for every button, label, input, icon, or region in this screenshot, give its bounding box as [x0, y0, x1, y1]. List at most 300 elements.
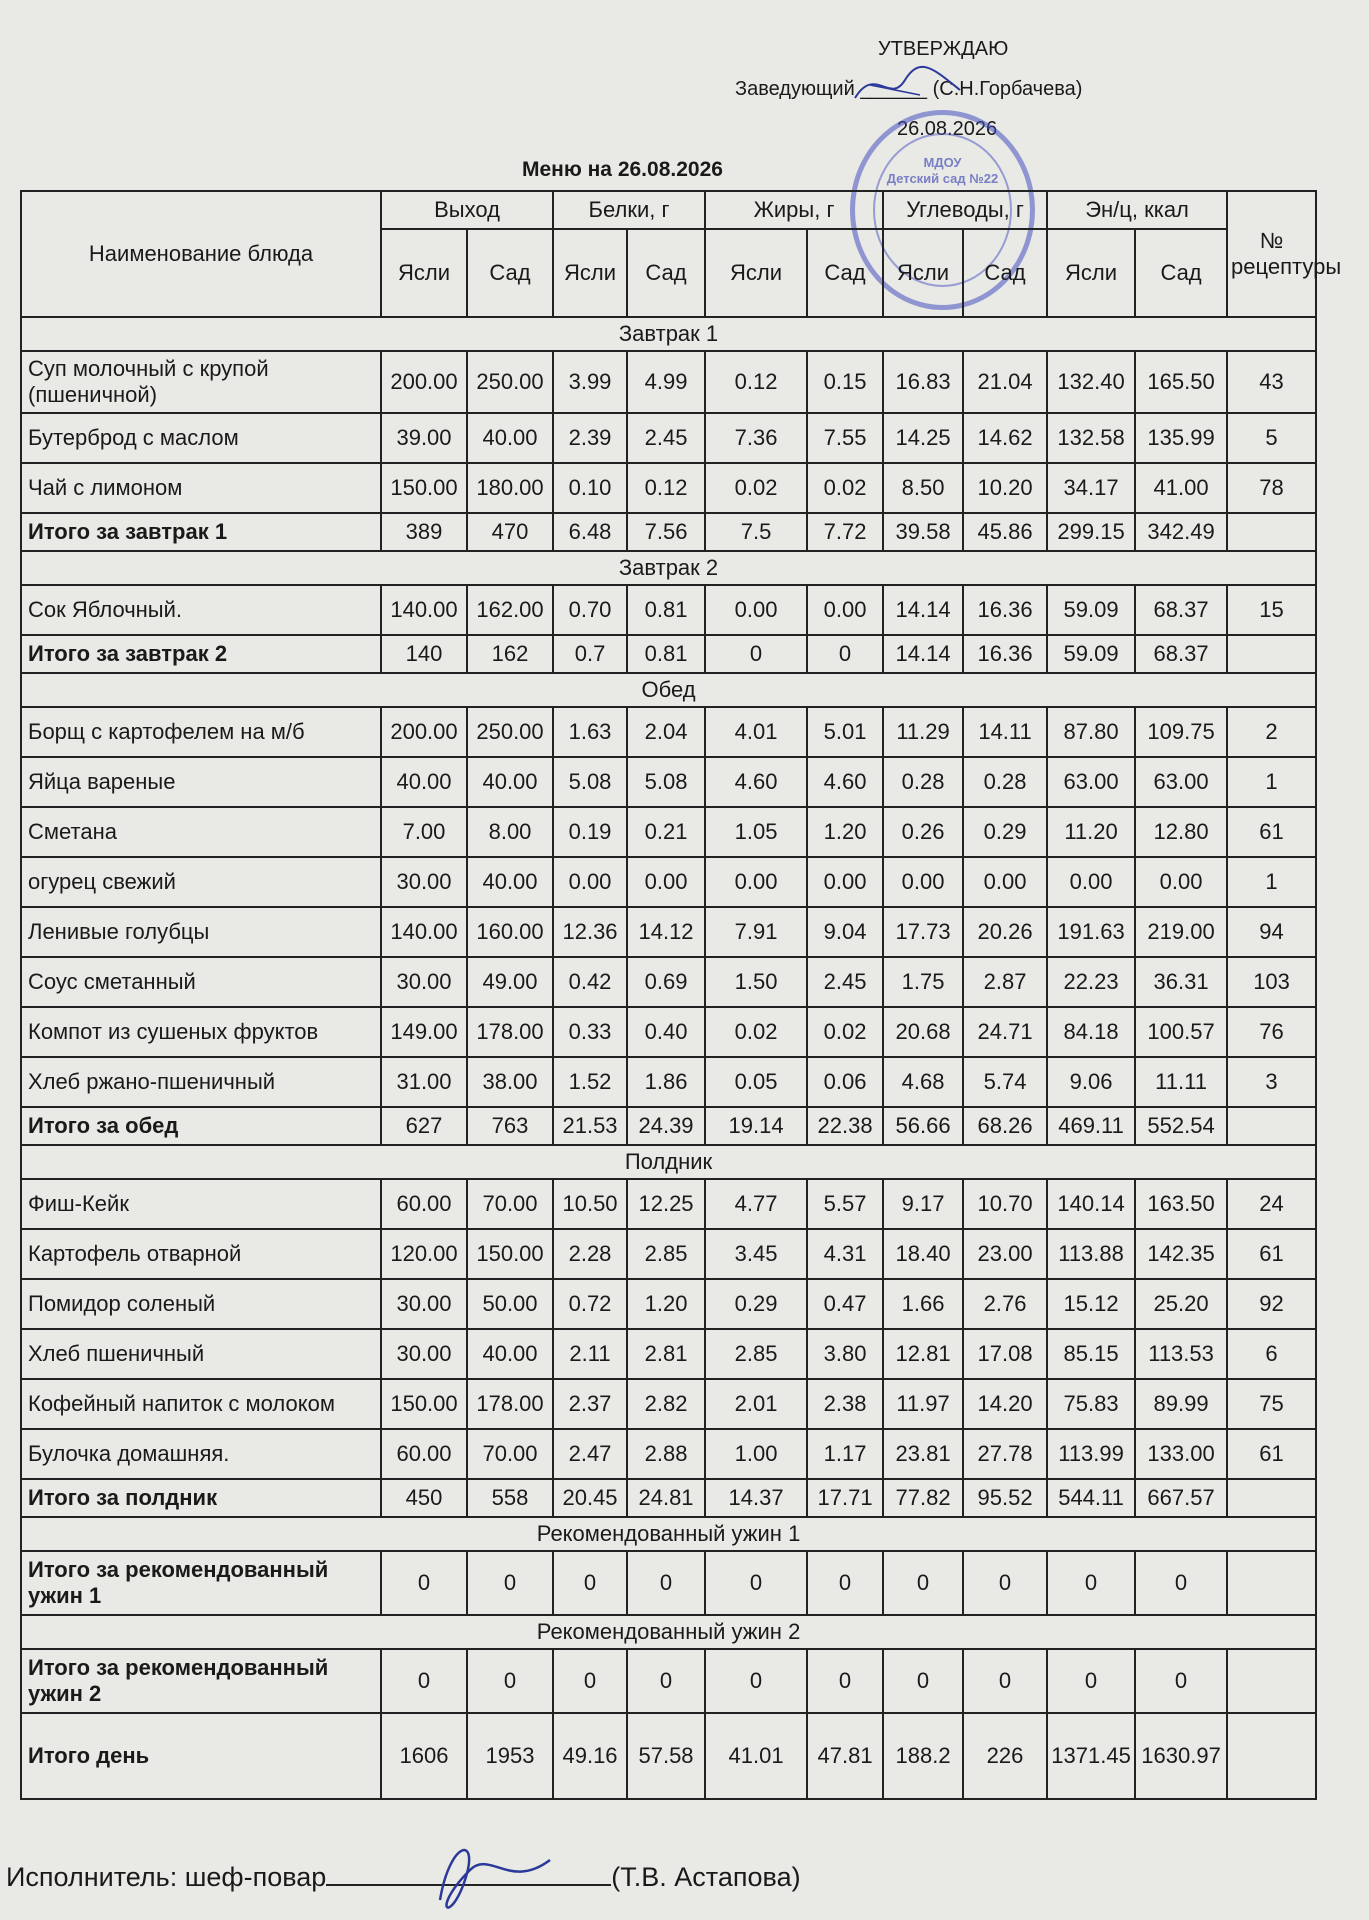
value-cell: 0.29: [705, 1279, 807, 1329]
value-cell: 0.21: [627, 807, 705, 857]
dish-row: [21, 707, 1316, 757]
value-cell: 2.45: [807, 957, 883, 1007]
recipe-number: 94: [1227, 907, 1316, 957]
value-cell: 17.73: [883, 907, 963, 957]
value-cell: 14.11: [963, 707, 1047, 757]
value-cell: 140: [381, 635, 467, 673]
approval-head-line: Заведующий ______ (С.Н.Горбачева): [735, 78, 1083, 100]
value-cell: 0.00: [883, 857, 963, 907]
dish-row: [21, 1329, 1316, 1379]
header-energy: Эн/ц, ккал: [1047, 191, 1227, 229]
value-cell: 10.70: [963, 1179, 1047, 1229]
header-nursery: Ясли: [1047, 229, 1135, 317]
dish-row: [21, 1279, 1316, 1329]
value-cell: 87.80: [1047, 707, 1135, 757]
value-cell: 20.26: [963, 907, 1047, 957]
value-cell: 14.12: [627, 907, 705, 957]
value-cell: 0.10: [553, 463, 627, 513]
value-cell: 2.85: [705, 1329, 807, 1379]
value-cell: 5.08: [627, 757, 705, 807]
value-cell: 4.77: [705, 1179, 807, 1229]
value-cell: 133.00: [1135, 1429, 1227, 1479]
recipe-number: [1227, 1551, 1316, 1615]
section-row: [21, 1517, 1316, 1551]
recipe-number: 2: [1227, 707, 1316, 757]
total-row: [21, 1551, 1316, 1615]
value-cell: 299.15: [1047, 513, 1135, 551]
value-cell: 25.20: [1135, 1279, 1227, 1329]
value-cell: 389: [381, 513, 467, 551]
value-cell: 4.99: [627, 351, 705, 413]
dish-row: [21, 857, 1316, 907]
value-cell: 12.36: [553, 907, 627, 957]
value-cell: 14.37: [705, 1479, 807, 1517]
value-cell: 21.04: [963, 351, 1047, 413]
dish-name: Ленивые голубцы: [21, 907, 381, 957]
recipe-number: [1227, 513, 1316, 551]
value-cell: 219.00: [1135, 907, 1227, 957]
approval-date: 26.08.2026: [897, 118, 998, 140]
recipe-number: 92: [1227, 1279, 1316, 1329]
dish-row: [21, 1057, 1316, 1107]
value-cell: 558: [467, 1479, 553, 1517]
total-row: [21, 1713, 1316, 1799]
value-cell: 2.39: [553, 413, 627, 463]
dish-name: Бутерброд с маслом: [21, 413, 381, 463]
value-cell: 0.81: [627, 635, 705, 673]
dish-name: Суп молочный с крупой (пшеничной): [21, 351, 381, 413]
value-cell: 56.66: [883, 1107, 963, 1145]
value-cell: 0: [553, 1551, 627, 1615]
value-cell: 0: [1047, 1649, 1135, 1713]
value-cell: 0.00: [705, 857, 807, 907]
value-cell: 19.14: [705, 1107, 807, 1145]
value-cell: 0: [807, 1649, 883, 1713]
value-cell: 0.28: [883, 757, 963, 807]
value-cell: 0: [705, 1649, 807, 1713]
header-nursery: Ясли: [381, 229, 467, 317]
value-cell: 1.20: [807, 807, 883, 857]
value-cell: 4.01: [705, 707, 807, 757]
value-cell: 75.83: [1047, 1379, 1135, 1429]
value-cell: 2.04: [627, 707, 705, 757]
total-row: [21, 1107, 1316, 1145]
recipe-number: 61: [1227, 1429, 1316, 1479]
value-cell: 132.40: [1047, 351, 1135, 413]
header-garden: Сад: [807, 229, 883, 317]
value-cell: 40.00: [467, 413, 553, 463]
dish-row: [21, 585, 1316, 635]
value-cell: 60.00: [381, 1179, 467, 1229]
value-cell: 60.00: [381, 1429, 467, 1479]
value-cell: 5.74: [963, 1057, 1047, 1107]
value-cell: 36.31: [1135, 957, 1227, 1007]
dish-row: [21, 351, 1316, 413]
value-cell: 0: [1135, 1649, 1227, 1713]
value-cell: 0.47: [807, 1279, 883, 1329]
value-cell: 84.18: [1047, 1007, 1135, 1057]
value-cell: 41.01: [705, 1713, 807, 1799]
value-cell: 3.99: [553, 351, 627, 413]
value-cell: 20.45: [553, 1479, 627, 1517]
value-cell: 0.42: [553, 957, 627, 1007]
recipe-number: 76: [1227, 1007, 1316, 1057]
value-cell: 1630.97: [1135, 1713, 1227, 1799]
header-garden: Сад: [1135, 229, 1227, 317]
value-cell: 16.83: [883, 351, 963, 413]
value-cell: 1.50: [705, 957, 807, 1007]
dish-name: огурец свежий: [21, 857, 381, 907]
value-cell: 200.00: [381, 707, 467, 757]
value-cell: 0: [963, 1551, 1047, 1615]
value-cell: 0.69: [627, 957, 705, 1007]
total-label: Итого за рекомендованный ужин 1: [21, 1551, 381, 1615]
value-cell: 20.68: [883, 1007, 963, 1057]
value-cell: 4.31: [807, 1229, 883, 1279]
value-cell: 163.50: [1135, 1179, 1227, 1229]
value-cell: 8.50: [883, 463, 963, 513]
value-cell: 165.50: [1135, 351, 1227, 413]
value-cell: 0.00: [553, 857, 627, 907]
section-row: [21, 1145, 1316, 1179]
value-cell: 17.08: [963, 1329, 1047, 1379]
recipe-number: 6: [1227, 1329, 1316, 1379]
dish-name: Соус сметанный: [21, 957, 381, 1007]
recipe-number: 61: [1227, 807, 1316, 857]
section-row: [21, 1615, 1316, 1649]
value-cell: 0: [963, 1649, 1047, 1713]
dish-row: [21, 757, 1316, 807]
stamp-name: Детский сад №22: [886, 171, 999, 186]
value-cell: 1.00: [705, 1429, 807, 1479]
value-cell: 21.53: [553, 1107, 627, 1145]
section-row: [21, 551, 1316, 585]
value-cell: 140.00: [381, 907, 467, 957]
value-cell: 89.99: [1135, 1379, 1227, 1429]
value-cell: 120.00: [381, 1229, 467, 1279]
value-cell: 180.00: [467, 463, 553, 513]
value-cell: 24.81: [627, 1479, 705, 1517]
total-row: [21, 1479, 1316, 1517]
dish-row: [21, 1379, 1316, 1429]
value-cell: 191.63: [1047, 907, 1135, 957]
value-cell: 30.00: [381, 1329, 467, 1379]
value-cell: 132.58: [1047, 413, 1135, 463]
value-cell: 4.68: [883, 1057, 963, 1107]
recipe-number: 78: [1227, 463, 1316, 513]
recipe-number: 5: [1227, 413, 1316, 463]
value-cell: 0.00: [1135, 857, 1227, 907]
value-cell: 0.40: [627, 1007, 705, 1057]
value-cell: 63.00: [1047, 757, 1135, 807]
recipe-number: 43: [1227, 351, 1316, 413]
value-cell: 7.55: [807, 413, 883, 463]
menu-body: [21, 317, 1316, 1799]
value-cell: 0: [1047, 1551, 1135, 1615]
value-cell: 0: [883, 1649, 963, 1713]
section-title: Обед: [21, 673, 1316, 707]
value-cell: 9.06: [1047, 1057, 1135, 1107]
value-cell: 0.00: [627, 857, 705, 907]
value-cell: 113.99: [1047, 1429, 1135, 1479]
dish-row: [21, 463, 1316, 513]
value-cell: 63.00: [1135, 757, 1227, 807]
total-row: [21, 513, 1316, 551]
value-cell: 0.28: [963, 757, 1047, 807]
total-row: [21, 635, 1316, 673]
value-cell: 0.81: [627, 585, 705, 635]
recipe-number: [1227, 1107, 1316, 1145]
value-cell: 0.29: [963, 807, 1047, 857]
value-cell: 1371.45: [1047, 1713, 1135, 1799]
value-cell: 0.02: [807, 1007, 883, 1057]
value-cell: 12.25: [627, 1179, 705, 1229]
value-cell: 40.00: [467, 757, 553, 807]
dish-name: Сметана: [21, 807, 381, 857]
value-cell: 68.37: [1135, 635, 1227, 673]
value-cell: 22.38: [807, 1107, 883, 1145]
value-cell: 2.88: [627, 1429, 705, 1479]
value-cell: 9.04: [807, 907, 883, 957]
recipe-number: [1227, 1479, 1316, 1517]
value-cell: 3.80: [807, 1329, 883, 1379]
total-label: Итого за полдник: [21, 1479, 381, 1517]
recipe-number: 15: [1227, 585, 1316, 635]
dish-row: [21, 1429, 1316, 1479]
section-row: [21, 673, 1316, 707]
cook-signature: [410, 1830, 560, 1915]
dish-name: Картофель отварной: [21, 1229, 381, 1279]
value-cell: 11.29: [883, 707, 963, 757]
value-cell: 0.06: [807, 1057, 883, 1107]
value-cell: 70.00: [467, 1429, 553, 1479]
value-cell: 2.81: [627, 1329, 705, 1379]
value-cell: 9.17: [883, 1179, 963, 1229]
value-cell: 27.78: [963, 1429, 1047, 1479]
dish-name: Сок Яблочный.: [21, 585, 381, 635]
value-cell: 0: [381, 1649, 467, 1713]
value-cell: 552.54: [1135, 1107, 1227, 1145]
value-cell: 140.00: [381, 585, 467, 635]
header-output: Выход: [381, 191, 553, 229]
value-cell: 23.81: [883, 1429, 963, 1479]
dish-name: Фиш-Кейк: [21, 1179, 381, 1229]
recipe-number: [1227, 635, 1316, 673]
total-label: Итого за завтрак 2: [21, 635, 381, 673]
value-cell: 14.14: [883, 635, 963, 673]
dish-name: Кофейный напиток с молоком: [21, 1379, 381, 1429]
dish-row: [21, 907, 1316, 957]
value-cell: 0.72: [553, 1279, 627, 1329]
value-cell: 10.50: [553, 1179, 627, 1229]
value-cell: 4.60: [807, 757, 883, 807]
value-cell: 1606: [381, 1713, 467, 1799]
value-cell: 70.00: [467, 1179, 553, 1229]
section-title: Рекомендованный ужин 1: [21, 1517, 1316, 1551]
value-cell: 1.52: [553, 1057, 627, 1107]
value-cell: 627: [381, 1107, 467, 1145]
total-label: Итого за обед: [21, 1107, 381, 1145]
value-cell: 40.00: [381, 757, 467, 807]
approval-title: УТВЕРЖДАЮ: [878, 38, 1009, 60]
value-cell: 226: [963, 1713, 1047, 1799]
section-title: Завтрак 1: [21, 317, 1316, 351]
value-cell: 109.75: [1135, 707, 1227, 757]
footer-prefix: Исполнитель: шеф-повар: [6, 1862, 327, 1892]
header-nursery: Ясли: [705, 229, 807, 317]
recipe-number: 103: [1227, 957, 1316, 1007]
value-cell: 0.70: [553, 585, 627, 635]
total-label: Итого за рекомендованный ужин 2: [21, 1649, 381, 1713]
header-protein: Белки, г: [553, 191, 705, 229]
value-cell: 150.00: [381, 1379, 467, 1429]
value-cell: 113.53: [1135, 1329, 1227, 1379]
footer: [6, 1862, 801, 1893]
value-cell: 14.62: [963, 413, 1047, 463]
value-cell: 30.00: [381, 857, 467, 907]
value-cell: 23.00: [963, 1229, 1047, 1279]
header-garden: Сад: [467, 229, 553, 317]
dish-row: [21, 807, 1316, 857]
value-cell: 50.00: [467, 1279, 553, 1329]
value-cell: 149.00: [381, 1007, 467, 1057]
value-cell: 1.05: [705, 807, 807, 857]
value-cell: 2.45: [627, 413, 705, 463]
value-cell: 2.47: [553, 1429, 627, 1479]
value-cell: 113.88: [1047, 1229, 1135, 1279]
value-cell: 0.7: [553, 635, 627, 673]
head-signature: [850, 60, 970, 110]
value-cell: 11.11: [1135, 1057, 1227, 1107]
section-row: [21, 317, 1316, 351]
value-cell: 59.09: [1047, 585, 1135, 635]
value-cell: 0: [467, 1551, 553, 1615]
header-fat: Жиры, г: [705, 191, 883, 229]
value-cell: 0.02: [705, 463, 807, 513]
value-cell: 0: [705, 635, 807, 673]
value-cell: 0: [807, 1551, 883, 1615]
value-cell: 14.20: [963, 1379, 1047, 1429]
value-cell: 7.56: [627, 513, 705, 551]
stamp-text: [855, 155, 1030, 187]
value-cell: 57.58: [627, 1713, 705, 1799]
value-cell: 47.81: [807, 1713, 883, 1799]
value-cell: 85.15: [1047, 1329, 1135, 1379]
value-cell: 763: [467, 1107, 553, 1145]
value-cell: 17.71: [807, 1479, 883, 1517]
value-cell: 77.82: [883, 1479, 963, 1517]
value-cell: 0.05: [705, 1057, 807, 1107]
dish-name: Яйца вареные: [21, 757, 381, 807]
value-cell: 31.00: [381, 1057, 467, 1107]
value-cell: 2.37: [553, 1379, 627, 1429]
value-cell: 45.86: [963, 513, 1047, 551]
value-cell: 0.00: [963, 857, 1047, 907]
menu-title: Меню на 26.08.2026: [522, 158, 723, 181]
value-cell: 68.37: [1135, 585, 1227, 635]
value-cell: 4.60: [705, 757, 807, 807]
value-cell: 135.99: [1135, 413, 1227, 463]
value-cell: 0: [627, 1649, 705, 1713]
value-cell: 0.33: [553, 1007, 627, 1057]
value-cell: 469.11: [1047, 1107, 1135, 1145]
value-cell: 1.66: [883, 1279, 963, 1329]
recipe-number: 75: [1227, 1379, 1316, 1429]
value-cell: 0: [1135, 1551, 1227, 1615]
value-cell: 250.00: [467, 351, 553, 413]
value-cell: 250.00: [467, 707, 553, 757]
value-cell: 2.11: [553, 1329, 627, 1379]
recipe-number: 61: [1227, 1229, 1316, 1279]
recipe-number: 3: [1227, 1057, 1316, 1107]
value-cell: 0.26: [883, 807, 963, 857]
value-cell: 0.00: [807, 585, 883, 635]
value-cell: 24.71: [963, 1007, 1047, 1057]
value-cell: 11.20: [1047, 807, 1135, 857]
value-cell: 160.00: [467, 907, 553, 957]
value-cell: 49.16: [553, 1713, 627, 1799]
value-cell: 7.5: [705, 513, 807, 551]
value-cell: 59.09: [1047, 635, 1135, 673]
value-cell: 30.00: [381, 1279, 467, 1329]
dish-row: [21, 1229, 1316, 1279]
value-cell: 150.00: [467, 1229, 553, 1279]
value-cell: 1.20: [627, 1279, 705, 1329]
dish-name: Хлеб ржано-пшеничный: [21, 1057, 381, 1107]
value-cell: 10.20: [963, 463, 1047, 513]
dish-row: [21, 1007, 1316, 1057]
value-cell: 16.36: [963, 635, 1047, 673]
value-cell: 8.00: [467, 807, 553, 857]
value-cell: 0: [807, 635, 883, 673]
header-carbs: Углеводы, г: [883, 191, 1047, 229]
dish-row: [21, 413, 1316, 463]
dish-name: Хлеб пшеничный: [21, 1329, 381, 1379]
value-cell: 1.75: [883, 957, 963, 1007]
value-cell: 24.39: [627, 1107, 705, 1145]
value-cell: 22.23: [1047, 957, 1135, 1007]
value-cell: 162: [467, 635, 553, 673]
value-cell: 0: [883, 1551, 963, 1615]
value-cell: 14.14: [883, 585, 963, 635]
recipe-number: [1227, 1649, 1316, 1713]
value-cell: 0: [705, 1551, 807, 1615]
value-cell: 41.00: [1135, 463, 1227, 513]
value-cell: 14.25: [883, 413, 963, 463]
value-cell: 40.00: [467, 857, 553, 907]
value-cell: 100.57: [1135, 1007, 1227, 1057]
value-cell: 5.57: [807, 1179, 883, 1229]
value-cell: 2.76: [963, 1279, 1047, 1329]
value-cell: 0.19: [553, 807, 627, 857]
value-cell: 0.02: [705, 1007, 807, 1057]
value-cell: 0.15: [807, 351, 883, 413]
value-cell: 178.00: [467, 1379, 553, 1429]
value-cell: 11.97: [883, 1379, 963, 1429]
value-cell: 40.00: [467, 1329, 553, 1379]
value-cell: 200.00: [381, 351, 467, 413]
value-cell: 30.00: [381, 957, 467, 1007]
value-cell: 7.36: [705, 413, 807, 463]
value-cell: 2.87: [963, 957, 1047, 1007]
recipe-number: 24: [1227, 1179, 1316, 1229]
value-cell: 49.00: [467, 957, 553, 1007]
dish-name: Компот из сушеных фруктов: [21, 1007, 381, 1057]
total-label: Итого день: [21, 1713, 381, 1799]
dish-name: Борщ с картофелем на м/б: [21, 707, 381, 757]
value-cell: 39.58: [883, 513, 963, 551]
value-cell: 95.52: [963, 1479, 1047, 1517]
